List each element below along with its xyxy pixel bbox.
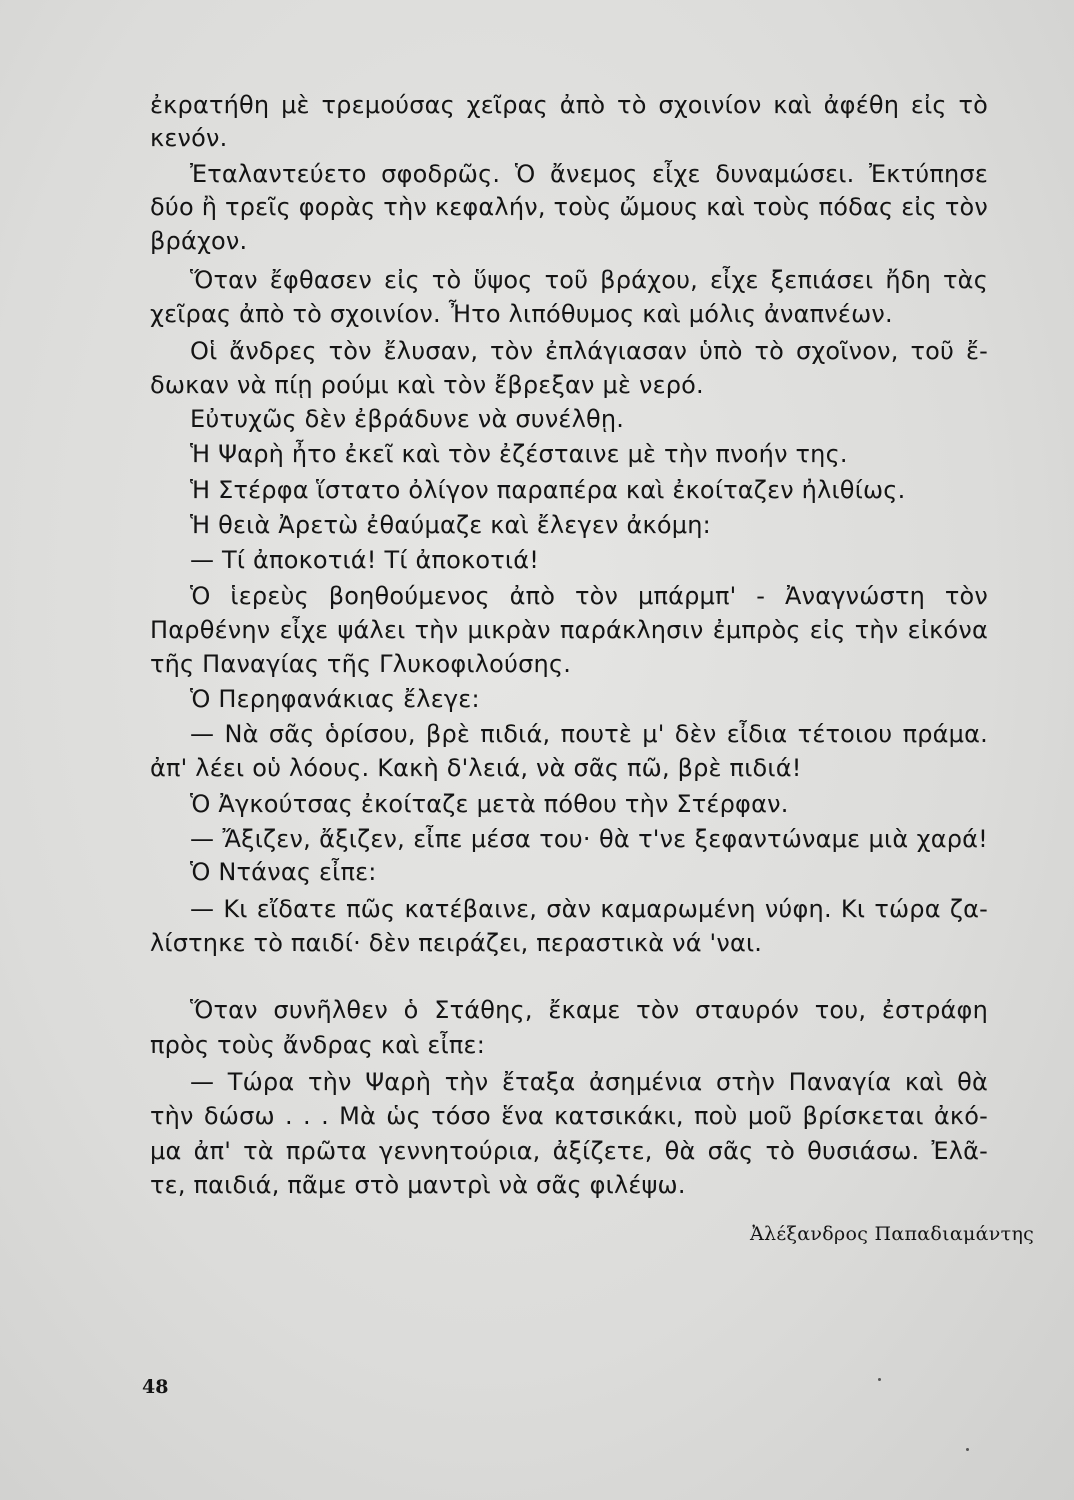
text-line: Ὅταν συνῆλθεν ὁ Στάθης, ἔκαμε τὸν σταυρόν του, ἐστράφη: [190, 996, 988, 1024]
text-line: — Κι εἴδατε πῶς κατέβαινε, σὰν καμαρωμένη νύφη. Κι τώρα ζα-: [190, 895, 988, 923]
text-line: — Τί ἀποκοτιά! Τί ἀποκοτιά!: [190, 546, 540, 574]
text-line: τῆς Παναγίας τῆς Γλυκοφιλούσης.: [150, 650, 572, 678]
text-line: χεῖρας ἀπὸ τὸ σχοινίον. Ἦτο λιπόθυμος καὶ μόλις ἀναπνέων.: [150, 300, 893, 328]
text-line: Ἡ Στέρφα ἵστατο ὀλίγον παραπέρα καὶ ἐκοίταζεν ἠλιθίως.: [190, 476, 906, 504]
text-line: Οἱ ἄνδρες τὸν ἔλυσαν, τὸν ἐπλάγιασαν ὑπὸ τὸ σχοῖνον, τοῦ ἔ-: [190, 337, 988, 365]
text-line: Ἡ θειὰ Ἀρετὼ ἐθαύμαζε καὶ ἔλεγεν ἀκόμη:: [190, 511, 711, 539]
text-line: — Νὰ σᾶς ὁρίσου, βρὲ πιδιά, πουτὲ μ' δὲν εἶδια τέτοιου πράμα.: [190, 720, 988, 748]
paper-speck: [966, 1448, 969, 1451]
text-line: ἀπ' λέει οὑ λόους. Κακὴ δ'λειά, νὰ σᾶς πῶ, βρὲ πιδιά!: [150, 754, 802, 782]
text-line: δύο ἢ τρεῖς φορὰς τὴν κεφαλήν, τοὺς ὤμους καὶ τοὺς πόδας εἰς τὸν: [150, 193, 988, 221]
text-line: Ἡ Ψαρὴ ἦτο ἐκεῖ καὶ τὸν ἐζέσταινε μὲ τὴν πνοήν της.: [190, 440, 848, 468]
text-line: — Ἄξιζεν, ἄξιζεν, εἶπε μέσα του· θὰ τ'νε ξεφαντώναμε μιὰ χαρά!: [190, 825, 988, 853]
text-line: Παρθένην εἶχε ψάλει τὴν μικρὰν παράκλησιν ἐμπρὸς εἰς τὴν εἰκόνα: [150, 616, 988, 644]
text-line: ἐκρατήθη μὲ τρεμούσας χεῖρας ἀπὸ τὸ σχοινίον καὶ ἀφέθη εἰς τὸ: [150, 91, 988, 119]
text-line: τε, παιδιά, πᾶμε στὸ μαντρὶ νὰ σᾶς φιλέψω.: [150, 1171, 686, 1199]
paper-speck: [878, 1378, 881, 1381]
text-line: Ὁ Ντάνας εἶπε:: [190, 858, 377, 886]
text-line: κενόν.: [150, 124, 228, 152]
text-line: — Τώρα τὴν Ψαρὴ τὴν ἔταξα ἀσημένια στὴν Παναγία καὶ θὰ: [190, 1068, 988, 1096]
text-line: μα ἀπ' τὰ πρῶτα γεννητούρια, ἀξίζετε, θὰ σᾶς τὸ θυσιάσω. Ἐλᾶ-: [150, 1137, 988, 1165]
text-line: τὴν δώσω . . . Μὰ ὡς τόσο ἕνα κατσικάκι, ποὺ μοῦ βρίσκεται ἀκό-: [150, 1102, 988, 1130]
text-line: Ἐταλαντεύετο σφοδρῶς. Ὁ ἄνεμος εἶχε δυναμώσει. Ἐκτύπησε: [190, 160, 988, 188]
text-line: Ὁ ἱερεὺς βοηθούμενος ἀπὸ τὸν μπάρμπ' - Ἀναγνώστη τὸν: [190, 582, 988, 610]
text-line: δωκαν νὰ πίῃ ρούμι καὶ τὸν ἔβρεξαν μὲ νερό.: [150, 371, 704, 399]
text-line: Ὅταν ἔφθασεν εἰς τὸ ὕψος τοῦ βράχου, εἶχε ξεπιάσει ἤδη τὰς: [190, 266, 988, 294]
text-line: πρὸς τοὺς ἄνδρας καὶ εἶπε:: [150, 1031, 486, 1059]
text-line: Ὁ Ἀγκούτσας ἐκοίταζε μετὰ πόθου τὴν Στέρφαν.: [190, 790, 789, 818]
text-line: Εὐτυχῶς δὲν ἐβράδυνε νὰ συνέλθῃ.: [190, 405, 625, 433]
text-line: Ὁ Περηφανάκιας ἔλεγε:: [190, 685, 480, 713]
author-signature: Ἀλέξανδρος Παπαδιαμάντης: [750, 1223, 1035, 1245]
page-number: 48: [142, 1376, 169, 1398]
text-line: λίστηκε τὸ παιδί· δὲν πειράζει, περαστικὰ νά 'ναι.: [150, 929, 763, 957]
text-line: βράχον.: [150, 227, 248, 255]
